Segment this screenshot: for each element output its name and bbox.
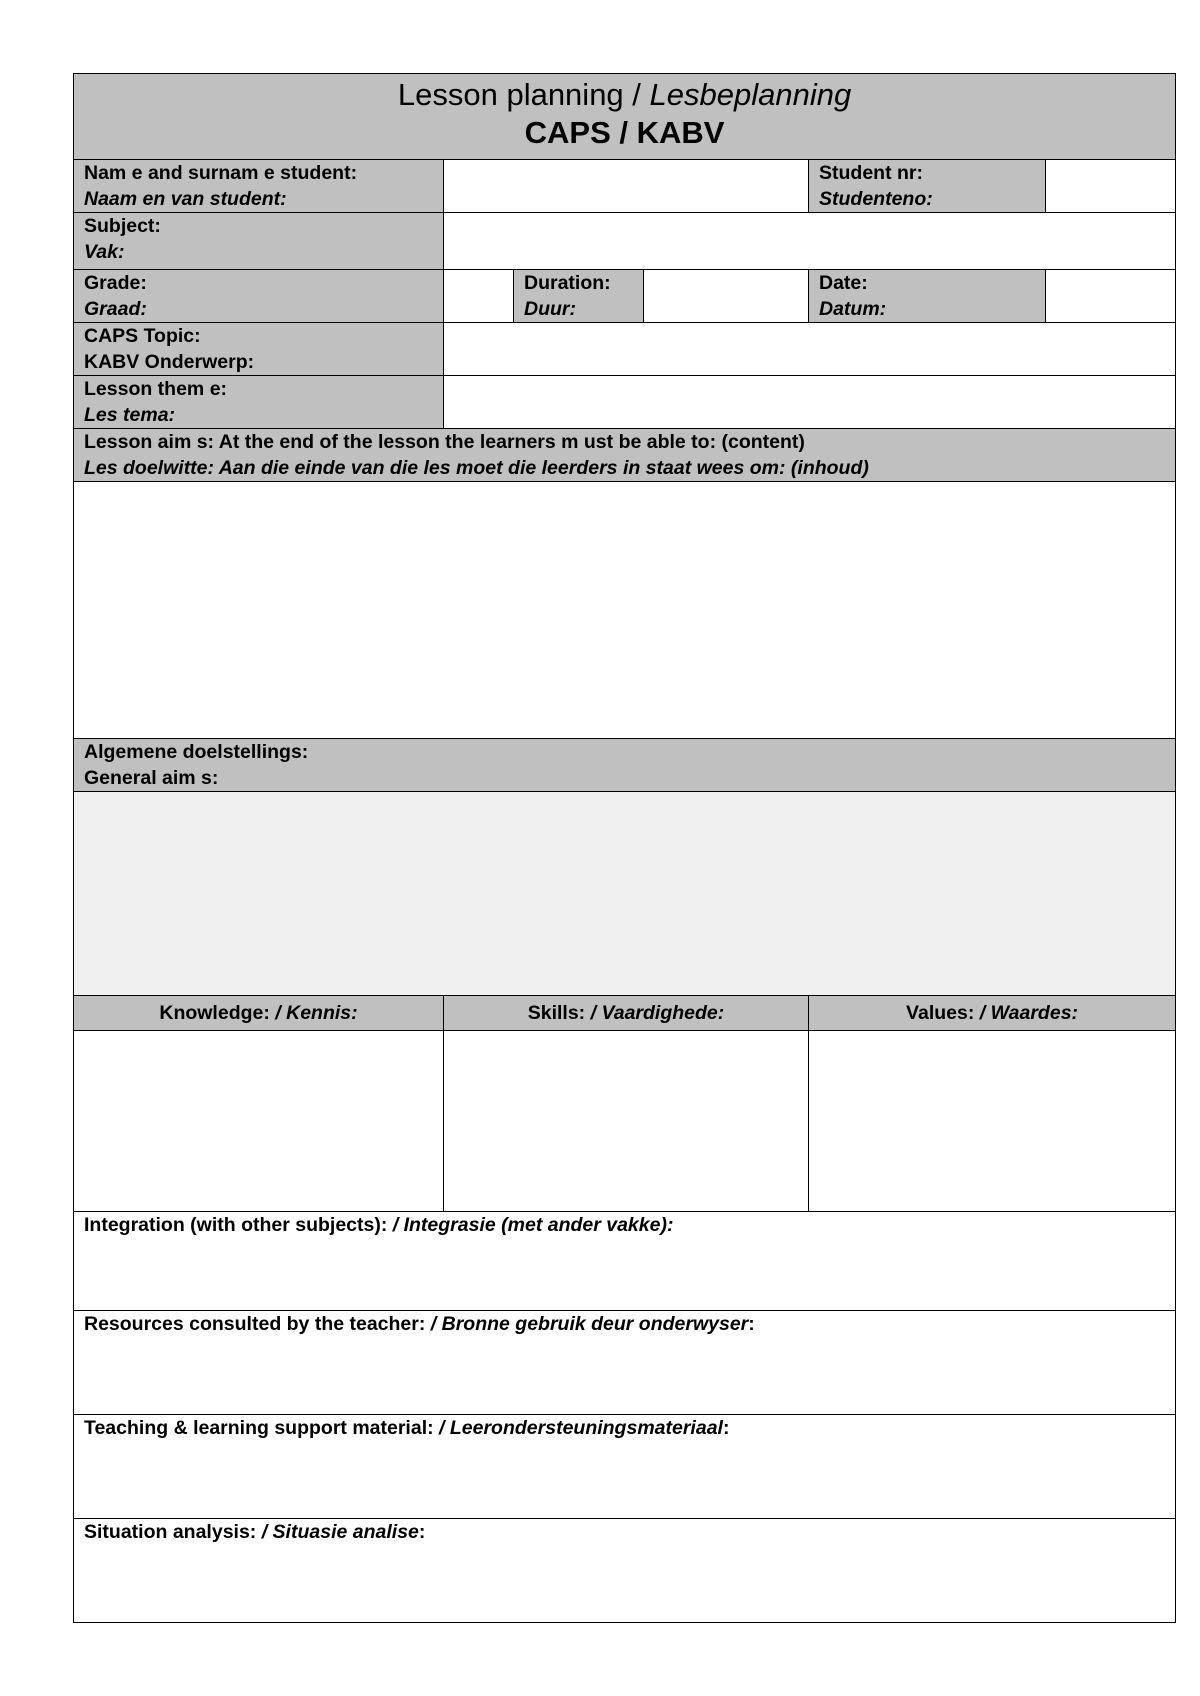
knowledge-header: Knowledge: / Kennis: (74, 996, 444, 1031)
title-english: Lesson planning / (397, 77, 650, 112)
situation-analysis-section[interactable]: Situation analysis: / Situasie analise: (74, 1519, 1176, 1623)
student-nr-label: Student nr: Studenteno: (809, 160, 1046, 213)
student-nr-field[interactable] (1046, 160, 1176, 213)
support-material-section[interactable]: Teaching & learning support material: / Leerondersteuningsmateriaal: (74, 1415, 1176, 1519)
knowledge-field[interactable] (74, 1031, 444, 1212)
theme-field[interactable] (444, 376, 1176, 429)
topic-label: CAPS Topic: KABV Onderwerp: (74, 323, 444, 376)
skills-header: Skills: / Vaardighede: (444, 996, 809, 1031)
values-field[interactable] (809, 1031, 1176, 1212)
grade-field[interactable] (444, 270, 514, 323)
grade-label: Grade: Graad: (74, 270, 444, 323)
subject-field[interactable] (444, 213, 1176, 270)
date-field[interactable] (1046, 270, 1176, 323)
lesson-plan-form (73, 73, 1175, 1623)
skills-field[interactable] (444, 1031, 809, 1212)
resources-section[interactable]: Resources consulted by the teacher: / Bronne gebruik deur onderwyser: (74, 1311, 1176, 1415)
lesson-aims-field[interactable] (74, 482, 1176, 739)
values-header: Values: / Waardes: (809, 996, 1176, 1031)
date-label: Date: Datum: (809, 270, 1046, 323)
general-aims-field[interactable] (74, 792, 1176, 996)
subject-label: Subject: Vak: (74, 213, 444, 270)
title-curriculum: CAPS / KABV (524, 115, 725, 150)
lesson-aims-header: Lesson aim s: At the end of the lesson the learners m ust be able to: (content) Les doelwitte: Aan die einde van die les moet die leerders in staat wees om: (inhoud) (74, 429, 1176, 482)
theme-label: Lesson them e: Les tema: (74, 376, 444, 429)
integration-section[interactable]: Integration (with other subjects): / Integrasie (met ander vakke): (74, 1212, 1176, 1311)
name-field[interactable] (444, 160, 809, 213)
duration-field[interactable] (644, 270, 809, 323)
general-aims-header: Algemene doelstellings: General aim s: (74, 739, 1176, 792)
form-title (74, 74, 1176, 160)
lesson-plan-table (73, 73, 1176, 1623)
topic-field[interactable] (444, 323, 1176, 376)
name-label: Nam e and surnam e student: Naam en van student: (74, 160, 444, 213)
title-afrikaans: Lesbeplanning (649, 77, 852, 112)
duration-label: Duration: Duur: (514, 270, 644, 323)
